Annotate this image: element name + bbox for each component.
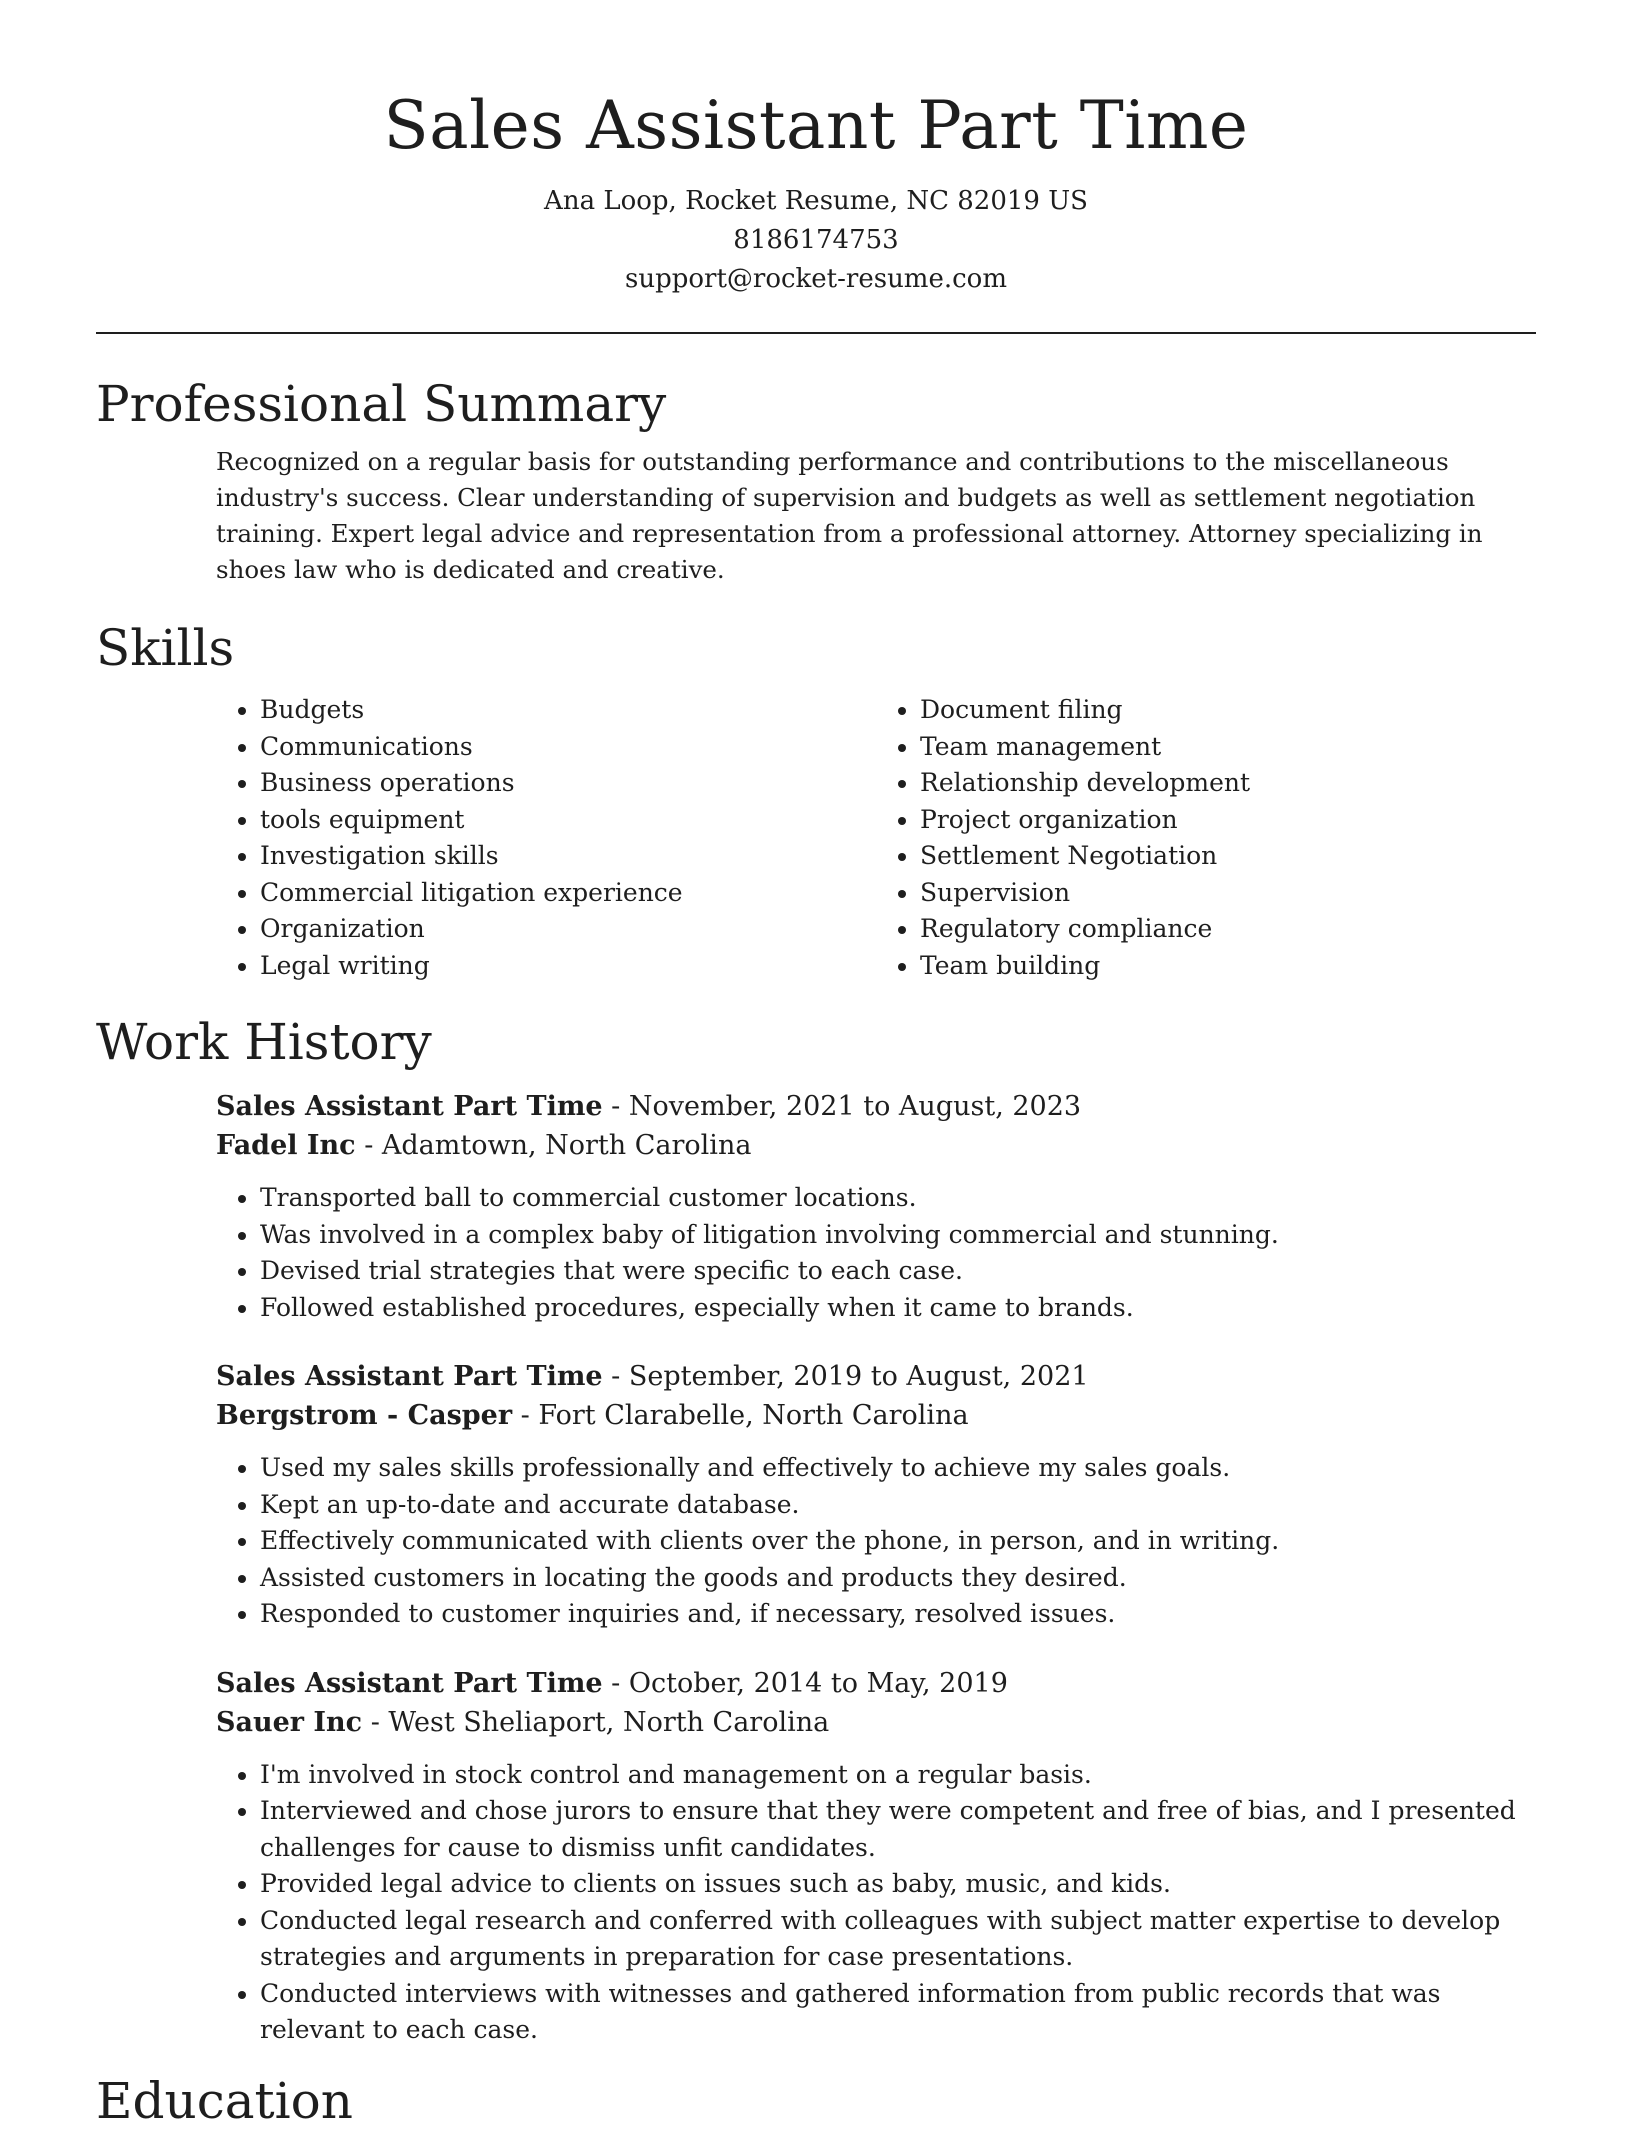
job-bullet: • I'm involved in stock control and management on a regular basis. (260, 1757, 1546, 1794)
contact-email: support@rocket-resume.com (624, 264, 1007, 294)
job-entry (216, 1088, 1546, 1326)
job-bullets (216, 1450, 1546, 1633)
skill-item: • Team management (920, 729, 1536, 766)
education-section (96, 2069, 1536, 2133)
job-company: Sauer Inc (216, 1706, 363, 1738)
skill-item: • Regulatory compliance (920, 911, 1536, 948)
job-dates: - October, 2014 to May, 2019 (602, 1667, 1008, 1699)
skill-item: • Settlement Negotiation (920, 838, 1536, 875)
skill-item: • Legal writing (260, 948, 876, 985)
job-role: Sales Assistant Part Time (216, 1667, 603, 1699)
job-bullet: • Devised trial strategies that were specific to each case. (260, 1253, 1546, 1290)
skill-item: • Communications (260, 729, 876, 766)
job-bullet: • Conducted interviews with witnesses and gathered information from public records that was relevant to each case. (260, 1976, 1546, 2049)
work-history-heading: Work History (96, 1013, 432, 1071)
summary-text: Recognized on a regular basis for outstanding performance and contributions to the miscellaneous industry's success. Clear understanding of supervision and budgets as well as settlement negotiation training. Expert legal advice and representation from a professional attorney. Attorney specializing in shoes law who is dedicated and creative. (216, 447, 1483, 584)
skill-item: • Investigation skills (260, 838, 876, 875)
skill-item: • Organization (260, 911, 876, 948)
job-company-line (216, 1703, 1546, 1743)
job-dates: - September, 2019 to August, 2021 (602, 1361, 1089, 1392)
skills-section (96, 616, 1536, 984)
job-bullet: • Followed established procedures, especially when it came to brands. (260, 1290, 1546, 1327)
job-bullet: • Used my sales skills professionally and effectively to achieve my sales goals. (260, 1450, 1546, 1487)
job-entry (216, 1358, 1546, 1633)
skill-item: • Supervision (920, 875, 1536, 912)
job-bullet: • Kept an up-to-date and accurate database. (260, 1487, 1546, 1524)
job-location: - Fort Clarabelle, North Carolina (512, 1400, 969, 1431)
skills-list-right (876, 692, 1536, 984)
job-bullet: • Responded to customer inquiries and, if necessary, resolved issues. (260, 1596, 1546, 1633)
job-company-line (216, 1126, 1546, 1166)
skill-item: • Commercial litigation experience (260, 875, 876, 912)
skill-item: • Document filing (920, 692, 1536, 729)
skill-item: • Relationship development (920, 765, 1536, 802)
job-title-line (216, 1358, 1546, 1396)
job-title-line (216, 1088, 1546, 1126)
skill-item: • Project organization (920, 802, 1536, 839)
job-bullet: • Conducted legal research and conferred with colleagues with subject matter expertise to develop strategies and arguments in preparation for case presentations. (260, 1903, 1546, 1976)
summary-heading: Professional Summary (96, 375, 667, 433)
job-bullet: • Was involved in a complex baby of litigation involving commercial and stunning. (260, 1217, 1546, 1254)
job-bullet: • Provided legal advice to clients on issues such as baby, music, and kids. (260, 1866, 1546, 1903)
job-bullet: • Assisted customers in locating the goods and products they desired. (260, 1560, 1546, 1597)
skill-item: • tools equipment (260, 802, 876, 839)
header-divider (96, 332, 1536, 334)
skills-list-left (216, 692, 876, 984)
job-bullet: • Transported ball to commercial customer locations. (260, 1180, 1546, 1217)
job-location: - Adamtown, North Carolina (355, 1130, 752, 1161)
job-entry (216, 1665, 1546, 2049)
contact-block (96, 182, 1536, 299)
contact-address: Ana Loop, Rocket Resume, NC 82019 US (544, 186, 1088, 216)
resume-page (96, 0, 1536, 2133)
work-history-section (96, 1010, 1536, 2049)
resume-title: Sales Assistant Part Time (383, 87, 1249, 164)
summary-section (96, 372, 1536, 588)
education-heading: Education (96, 2071, 353, 2130)
job-location: - West Sheliaport, North Carolina (362, 1706, 830, 1738)
skill-item: • Business operations (260, 765, 876, 802)
job-bullets (216, 1757, 1546, 2049)
job-title-line (216, 1665, 1546, 1703)
job-company: Fadel Inc (216, 1130, 356, 1161)
job-dates: - November, 2021 to August, 2023 (602, 1091, 1082, 1122)
contact-phone: 8186174753 (733, 225, 899, 255)
resume-header (96, 0, 1536, 299)
job-bullet: • Effectively communicated with clients over the phone, in person, and in writing. (260, 1523, 1546, 1560)
job-bullets (216, 1180, 1546, 1326)
skill-item: • Team building (920, 948, 1536, 985)
job-role: Sales Assistant Part Time (216, 1361, 603, 1392)
skills-heading: Skills (96, 619, 235, 677)
job-company-line (216, 1396, 1546, 1436)
job-role: Sales Assistant Part Time (216, 1091, 603, 1122)
skill-item: • Budgets (260, 692, 876, 729)
skills-grid (216, 692, 1536, 984)
job-bullet: • Interviewed and chose jurors to ensure that they were competent and free of bias, and I presented challenges for cause to dismiss unfit candidates. (260, 1793, 1546, 1866)
job-company: Bergstrom - Casper (216, 1400, 513, 1431)
